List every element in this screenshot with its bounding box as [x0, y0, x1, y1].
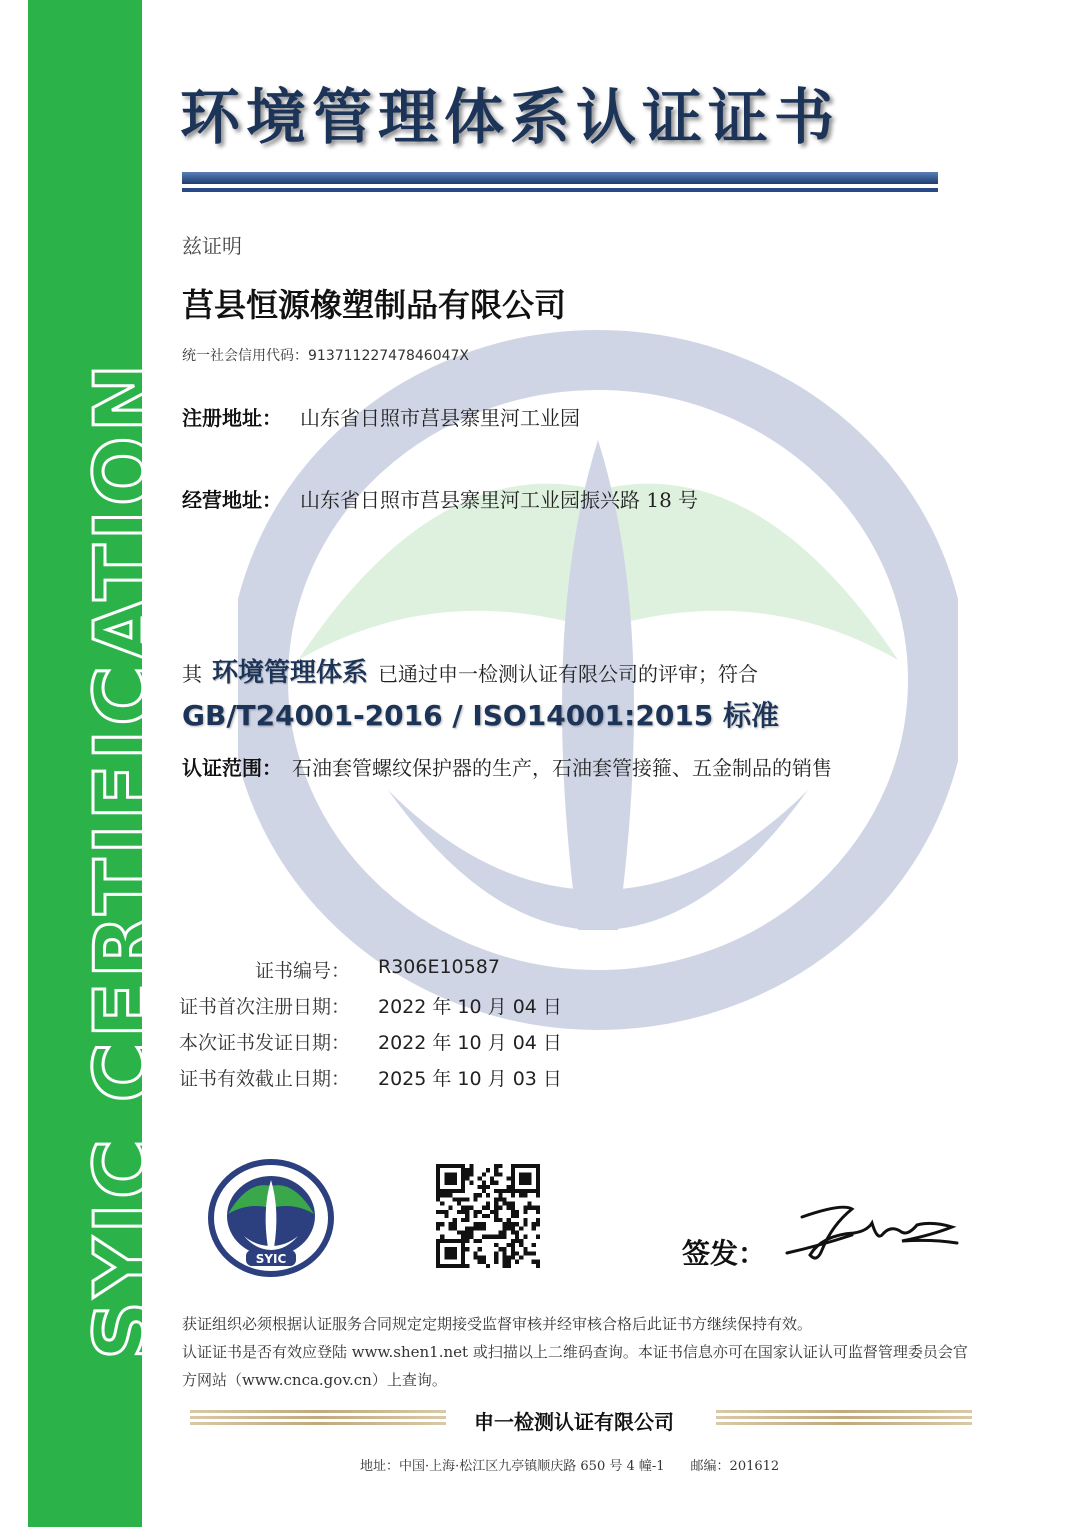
logo-text: SYIC [255, 1252, 287, 1266]
business-address-value: 山东省日照市莒县寨里河工业园振兴路 18 号 [300, 488, 699, 512]
issue-date-label: 本次证书发证日期： [178, 1032, 350, 1054]
issuer-address: 地址：中国·上海·松江区九亭镇顺庆路 650 号 4 幢-1 邮编：201612 [360, 1459, 780, 1474]
issue-date-value: 2022 年 10 月 04 日 [378, 1032, 562, 1054]
registered-address-label: 注册地址： [182, 406, 282, 430]
first-registration-value: 2022 年 10 月 04 日 [378, 996, 562, 1018]
system-suffix: 已通过申一检测认证有限公司的评审；符合 [378, 662, 759, 686]
validity-note: 获证组织必须根据认证服务合同规定定期接受监督审核并经审核合格后此证书方继续保持有效。 [182, 1315, 813, 1333]
business-address [182, 484, 698, 513]
system-statement [182, 652, 758, 689]
side-certification-text: SYIC CERTIFICATION [78, 359, 173, 1360]
registered-address [182, 402, 580, 431]
system-name: 环境管理体系 [212, 658, 369, 688]
standard-text: GB/T24001-2016 / ISO14001:2015 标准 [182, 699, 780, 732]
issuer-rule-right [716, 1410, 972, 1428]
issuer-name: 申一检测认证有限公司 [474, 1410, 674, 1434]
credit-code: 统一社会信用代码：91371122747846047X [182, 348, 470, 364]
qr-code[interactable] [436, 1164, 540, 1268]
certificate-number-label: 证书编号： [254, 960, 350, 982]
issuer-rule-left [190, 1410, 446, 1428]
scope-label: 认证范围： [182, 756, 282, 780]
scope-value: 石油套管螺纹保护器的生产，石油套管接箍、五金制品的销售 [292, 756, 832, 780]
sign-label: 签发： [682, 1237, 767, 1270]
signature [782, 1195, 962, 1270]
title-rule [182, 172, 938, 196]
company-name: 莒县恒源橡塑制品有限公司 [182, 286, 567, 324]
certification-scope [182, 752, 832, 781]
business-address-label: 经营地址： [182, 488, 282, 512]
certificate-title: 环境管理体系认证证书 [180, 83, 840, 153]
first-registration-label: 证书首次注册日期： [178, 996, 350, 1018]
system-prefix: 其 [182, 662, 202, 686]
certificate-number-value: R306E10587 [378, 956, 500, 978]
expiry-date-value: 2025 年 10 月 03 日 [378, 1068, 562, 1090]
expiry-date-label: 证书有效截止日期： [178, 1068, 350, 1090]
verification-note: 认证证书是否有效应登陆 www.shen1.net 或扫描以上二维码查询。本证书信息亦可在国家认证认可监督管理委员会官方网站（www.cnca.gov.cn）上查询。 [182, 1343, 968, 1389]
syic-logo [206, 1158, 336, 1278]
registered-address-value: 山东省日照市莒县寨里河工业园 [300, 406, 580, 430]
attest-text: 兹证明 [182, 234, 242, 258]
